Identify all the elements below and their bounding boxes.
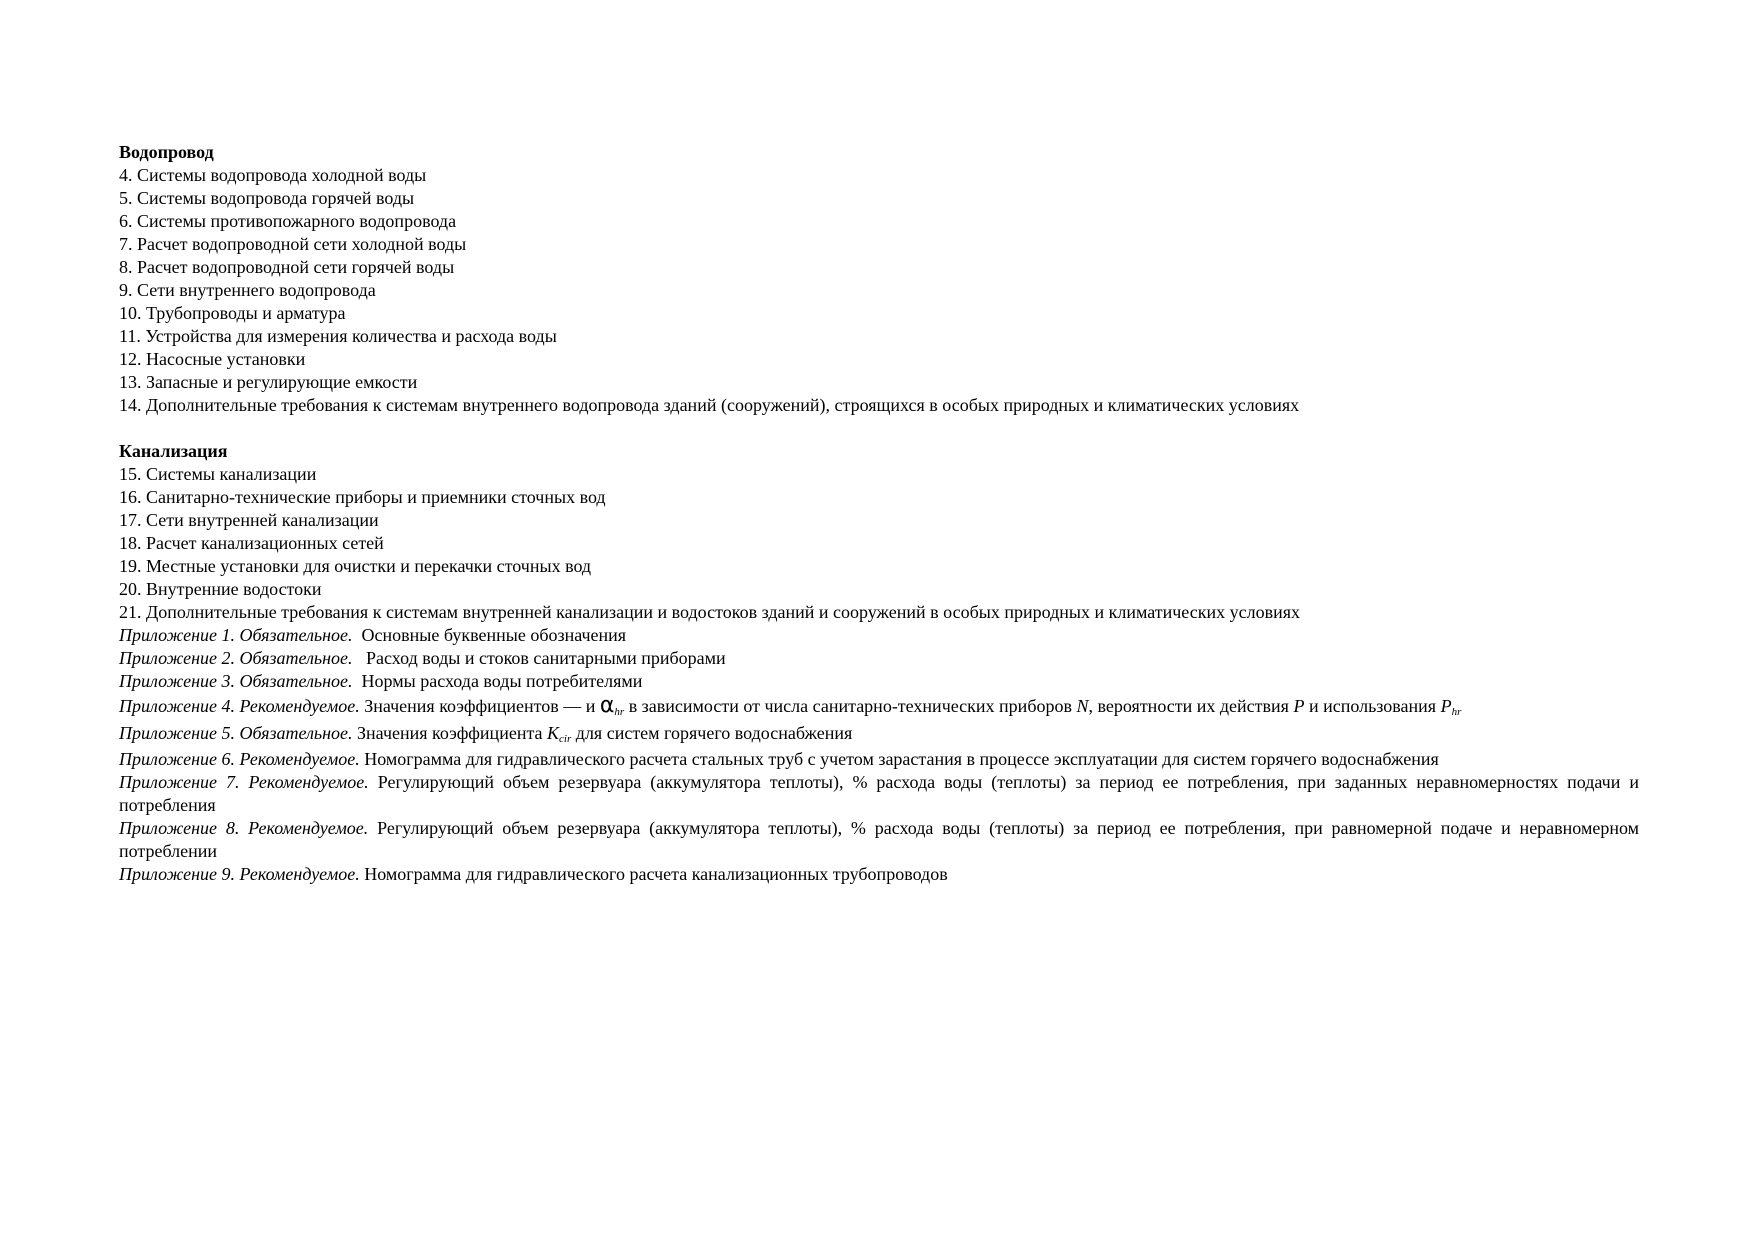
appendix-1-text: Основные буквенные обозначения xyxy=(361,625,627,645)
appendix-7-label: Приложение 7. Рекомендуемое. xyxy=(119,772,369,792)
k-cir-subscript: cir xyxy=(559,733,572,745)
appendix-9-label: Приложение 9. Рекомендуемое. xyxy=(119,864,360,884)
appendix-2 xyxy=(119,647,1639,670)
water-item-6: 6. Системы противопожарного водопровода xyxy=(119,211,457,231)
sewer-item-18: 18. Расчет канализационных сетей xyxy=(119,533,384,553)
appendix-6-text: Номограмма для гидравлического расчета стальных труб с учетом зарастания в процессе эксплуатации для систем горячего водоснабжения xyxy=(364,749,1439,769)
alpha-subscript: hr xyxy=(614,706,625,718)
water-item-5: 5. Системы водопровода горячей воды xyxy=(119,188,415,208)
appendix-4-text-3: , вероятности их действия xyxy=(1088,696,1289,716)
water-item-8: 8. Расчет водопроводной сети горячей воды xyxy=(119,257,455,277)
appendix-7 xyxy=(119,771,1639,817)
symbol-p: P xyxy=(1293,696,1305,716)
appendix-5-text-2: для систем горячего водоснабжения xyxy=(575,723,853,743)
p-hr-subscript: hr xyxy=(1451,706,1462,718)
symbol-n: N xyxy=(1076,696,1089,716)
appendix-4-text-2: в зависимости от числа санитарно-технических приборов xyxy=(628,696,1072,716)
appendix-6 xyxy=(119,748,1639,771)
appendix-8-label: Приложение 8. Рекомендуемое. xyxy=(119,818,369,838)
sewer-item-15: 15. Системы канализации xyxy=(119,464,317,484)
appendix-3-label: Приложение 3. Обязательное. xyxy=(119,671,353,691)
sewer-item-21: 21. Дополнительные требования к системам внутренней канализации и водостоков зданий и сооружений в особых природных и климатических условиях xyxy=(119,602,1300,622)
appendix-5-label: Приложение 5. Обязательное. xyxy=(119,723,353,743)
appendix-4-text-4: и использования xyxy=(1308,696,1437,716)
appendix-8-text: Регулирующий объем резервуара (аккумулятора теплоты), % расхода воды (теплоты) за период ее потребления, при равномерной подаче и неравномерном потреблении xyxy=(119,818,1640,861)
symbol-p-hr: P xyxy=(1440,696,1452,716)
appendix-9 xyxy=(119,863,1639,886)
appendix-3 xyxy=(119,670,1639,693)
appendix-5-text-1: Значения коэффициента xyxy=(357,723,543,743)
water-item-4: 4. Системы водопровода холодной воды xyxy=(119,165,427,185)
document-page xyxy=(119,141,1639,886)
appendix-2-text: Расход воды и стоков санитарными приборами xyxy=(366,648,726,668)
water-item-7: 7. Расчет водопроводной сети холодной воды xyxy=(119,234,467,254)
appendix-1-label: Приложение 1. Обязательное. xyxy=(119,625,353,645)
appendix-4 xyxy=(119,693,1639,722)
appendix-2-label: Приложение 2. Обязательное. xyxy=(119,648,353,668)
appendix-9-text: Номограмма для гидравлического расчета канализационных трубопроводов xyxy=(364,864,948,884)
sewer-item-20: 20. Внутренние водостоки xyxy=(119,579,322,599)
appendix-3-text: Нормы расхода воды потребителями xyxy=(361,671,643,691)
appendix-5 xyxy=(119,722,1639,748)
section-spacer xyxy=(119,417,1639,440)
appendix-4-and: и xyxy=(585,696,596,716)
sewer-section-heading: Канализация xyxy=(119,441,228,461)
water-item-14: 14. Дополнительные требования к системам внутреннего водопровода зданий (сооружений), строящихся в особых природных и климатических условиях xyxy=(119,395,1300,415)
appendix-1 xyxy=(119,624,1639,647)
water-item-10: 10. Трубопроводы и арматура xyxy=(119,303,346,323)
symbol-k: K xyxy=(547,723,560,743)
water-item-11: 11. Устройства для измерения количества и расхода воды xyxy=(119,326,557,346)
water-item-13: 13. Запасные и регулирующие емкости xyxy=(119,372,418,392)
appendix-7-text: Регулирующий объем резервуара (аккумулятора теплоты), % расхода воды (теплоты) за период ее потребления, при заданных неравномерностях подачи и потребления xyxy=(119,772,1639,815)
appendix-4-label: Приложение 4. Рекомендуемое. xyxy=(119,696,360,716)
alpha-symbol: α xyxy=(599,693,615,718)
water-section-heading: Водопровод xyxy=(119,142,214,162)
sewer-item-19: 19. Местные установки для очистки и перекачки сточных вод xyxy=(119,556,592,576)
water-item-12: 12. Насосные установки xyxy=(119,349,306,369)
appendix-8 xyxy=(119,817,1639,863)
appendix-4-text-1: Значения коэффициентов xyxy=(364,696,559,716)
sewer-item-16: 16. Санитарно-технические приборы и приемники сточных вод xyxy=(119,487,606,507)
water-item-9: 9. Сети внутреннего водопровода xyxy=(119,280,376,300)
sewer-item-17: 17. Сети внутренней канализации xyxy=(119,510,379,530)
appendix-4-dash: — xyxy=(563,696,582,716)
appendix-6-label: Приложение 6. Рекомендуемое. xyxy=(119,749,360,769)
